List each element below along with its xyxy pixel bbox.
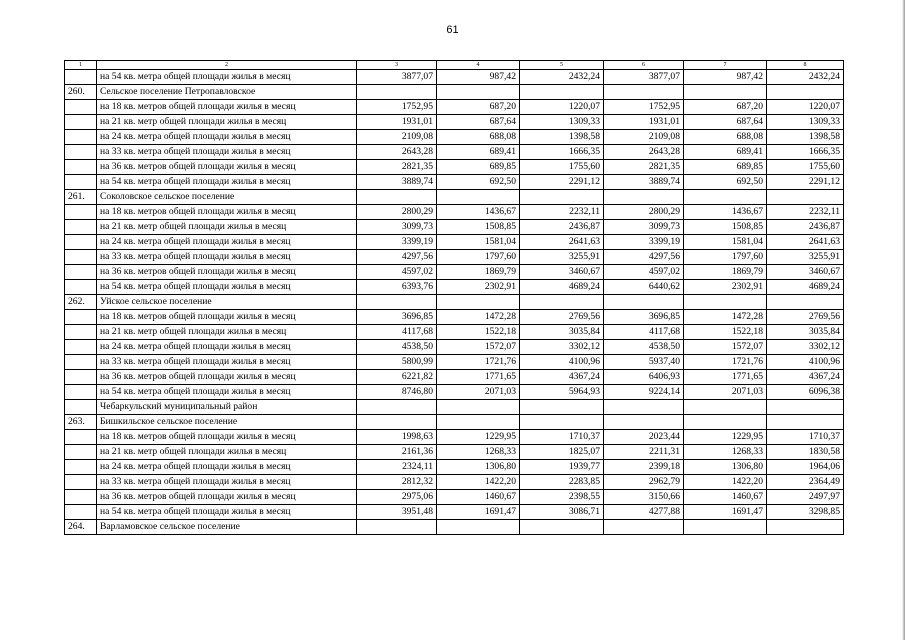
value-col-5: 4367,24 <box>520 370 604 385</box>
value-col-7: 687,64 <box>684 115 767 130</box>
value-col-8: 3255,91 <box>767 250 844 265</box>
value-col-6: 2399,18 <box>604 460 684 475</box>
value-col-8: 2232,11 <box>767 205 844 220</box>
value-col-7: 1268,33 <box>684 445 767 460</box>
value-col-3: 2161,36 <box>357 445 437 460</box>
value-col-4: 1572,07 <box>437 340 520 355</box>
value-col-5 <box>520 415 604 430</box>
table-row <box>65 430 844 445</box>
row-index <box>65 460 97 475</box>
value-col-3: 6393,76 <box>357 280 437 295</box>
row-index <box>65 325 97 340</box>
value-col-5 <box>520 520 604 535</box>
row-index: 262. <box>65 295 97 310</box>
value-col-5: 1398,58 <box>520 130 604 145</box>
row-description: на 36 кв. метров общей площади жилья в месяц <box>97 490 357 505</box>
value-col-6: 4597,02 <box>604 265 684 280</box>
value-col-5: 1755,60 <box>520 160 604 175</box>
value-col-3: 1752,95 <box>357 100 437 115</box>
row-index: 264. <box>65 520 97 535</box>
value-col-7: 692,50 <box>684 175 767 190</box>
value-col-7: 1522,18 <box>684 325 767 340</box>
value-col-4: 1721,76 <box>437 355 520 370</box>
column-number: 1 <box>65 61 97 70</box>
value-col-8: 2769,56 <box>767 310 844 325</box>
value-col-7: 1508,85 <box>684 220 767 235</box>
table-row <box>65 370 844 385</box>
value-col-3: 3877,07 <box>357 70 437 85</box>
table-row <box>65 145 844 160</box>
value-col-8: 3302,12 <box>767 340 844 355</box>
value-col-4: 1797,60 <box>437 250 520 265</box>
row-index <box>65 475 97 490</box>
value-col-4 <box>437 295 520 310</box>
value-col-3: 3889,74 <box>357 175 437 190</box>
row-index <box>65 490 97 505</box>
value-col-8: 2364,49 <box>767 475 844 490</box>
row-description: Варламовское сельское поселение <box>97 520 357 535</box>
row-description: на 24 кв. метра общей площади жилья в месяц <box>97 460 357 475</box>
value-col-5: 4100,96 <box>520 355 604 370</box>
value-col-4 <box>437 85 520 100</box>
table-row <box>65 445 844 460</box>
value-col-3: 2109,08 <box>357 130 437 145</box>
value-col-8 <box>767 295 844 310</box>
value-col-6 <box>604 415 684 430</box>
value-col-5: 2432,24 <box>520 70 604 85</box>
value-col-7: 1460,67 <box>684 490 767 505</box>
value-col-3: 4538,50 <box>357 340 437 355</box>
table-row <box>65 415 844 430</box>
value-col-3: 2821,35 <box>357 160 437 175</box>
value-col-4: 2302,91 <box>437 280 520 295</box>
row-description: на 54 кв. метра общей площади жилья в месяц <box>97 505 357 520</box>
table-row <box>65 520 844 535</box>
value-col-6: 9224,14 <box>604 385 684 400</box>
column-number: 4 <box>437 61 520 70</box>
value-col-6: 4277,88 <box>604 505 684 520</box>
table-row <box>65 100 844 115</box>
value-col-7: 1721,76 <box>684 355 767 370</box>
row-description: на 24 кв. метра общей площади жилья в месяц <box>97 130 357 145</box>
value-col-7: 1797,60 <box>684 250 767 265</box>
row-index <box>65 340 97 355</box>
value-col-6: 2821,35 <box>604 160 684 175</box>
row-index <box>65 370 97 385</box>
value-col-4: 1508,85 <box>437 220 520 235</box>
value-col-6: 2962,79 <box>604 475 684 490</box>
value-col-3: 1998,63 <box>357 430 437 445</box>
value-col-5 <box>520 190 604 205</box>
table-row <box>65 265 844 280</box>
value-col-3: 4597,02 <box>357 265 437 280</box>
value-col-6: 3399,19 <box>604 235 684 250</box>
row-index <box>65 385 97 400</box>
value-col-7: 1472,28 <box>684 310 767 325</box>
value-col-4: 1472,28 <box>437 310 520 325</box>
value-col-6 <box>604 520 684 535</box>
value-col-8 <box>767 415 844 430</box>
row-description: на 33 кв. метра общей площади жилья в месяц <box>97 145 357 160</box>
row-index <box>65 220 97 235</box>
value-col-6 <box>604 85 684 100</box>
table-row <box>65 355 844 370</box>
table-row <box>65 280 844 295</box>
row-description: на 18 кв. метров общей площади жилья в месяц <box>97 430 357 445</box>
value-col-6: 6406,93 <box>604 370 684 385</box>
value-col-3: 2324,11 <box>357 460 437 475</box>
value-col-7 <box>684 415 767 430</box>
column-number-row <box>65 61 844 70</box>
row-index <box>65 265 97 280</box>
value-col-7: 987,42 <box>684 70 767 85</box>
row-index <box>65 205 97 220</box>
table-row <box>65 235 844 250</box>
value-col-4: 1436,67 <box>437 205 520 220</box>
table-row <box>65 385 844 400</box>
value-col-7 <box>684 190 767 205</box>
value-col-6: 2211,31 <box>604 445 684 460</box>
value-col-8: 1220,07 <box>767 100 844 115</box>
value-col-4 <box>437 415 520 430</box>
value-col-8: 1830,58 <box>767 445 844 460</box>
value-col-8: 2436,87 <box>767 220 844 235</box>
value-col-8 <box>767 85 844 100</box>
row-description: на 36 кв. метров общей площади жилья в месяц <box>97 265 357 280</box>
row-index <box>65 130 97 145</box>
row-description: Уйское сельское поселение <box>97 295 357 310</box>
value-col-5: 2398,55 <box>520 490 604 505</box>
row-index <box>65 445 97 460</box>
row-index <box>65 160 97 175</box>
row-description: Сельское поселение Петропавловское <box>97 85 357 100</box>
value-col-7: 687,20 <box>684 100 767 115</box>
row-description: Чебаркульский муниципальный район <box>97 400 357 415</box>
table-row <box>65 85 844 100</box>
value-col-6: 4538,50 <box>604 340 684 355</box>
table-row <box>65 175 844 190</box>
table-row <box>65 205 844 220</box>
value-col-8: 3035,84 <box>767 325 844 340</box>
row-description: на 21 кв. метр общей площади жилья в месяц <box>97 220 357 235</box>
value-col-3 <box>357 85 437 100</box>
value-col-7 <box>684 520 767 535</box>
value-col-3: 4117,68 <box>357 325 437 340</box>
table-row <box>65 115 844 130</box>
value-col-6 <box>604 190 684 205</box>
row-description: Соколовское сельское поселение <box>97 190 357 205</box>
value-col-5 <box>520 85 604 100</box>
table-row <box>65 475 844 490</box>
table-row <box>65 190 844 205</box>
value-col-4: 688,08 <box>437 130 520 145</box>
column-number: 8 <box>767 61 844 70</box>
table-row <box>65 310 844 325</box>
value-col-5: 4689,24 <box>520 280 604 295</box>
value-col-3: 1931,01 <box>357 115 437 130</box>
value-col-8: 1398,58 <box>767 130 844 145</box>
value-col-6: 5937,40 <box>604 355 684 370</box>
row-description: на 21 кв. метр общей площади жилья в месяц <box>97 115 357 130</box>
value-col-8 <box>767 400 844 415</box>
value-col-8: 2641,63 <box>767 235 844 250</box>
value-col-4: 689,85 <box>437 160 520 175</box>
value-col-6: 2800,29 <box>604 205 684 220</box>
value-col-5: 2641,63 <box>520 235 604 250</box>
table-row <box>65 340 844 355</box>
value-col-6: 4297,56 <box>604 250 684 265</box>
value-col-8: 1666,35 <box>767 145 844 160</box>
value-col-4: 692,50 <box>437 175 520 190</box>
row-description: Бишкильское сельское поселение <box>97 415 357 430</box>
row-description: на 54 кв. метра общей площади жилья в месяц <box>97 385 357 400</box>
value-col-4 <box>437 520 520 535</box>
value-col-4: 1306,80 <box>437 460 520 475</box>
value-col-5: 2232,11 <box>520 205 604 220</box>
row-description: на 54 кв. метра общей площади жилья в месяц <box>97 70 357 85</box>
row-index <box>65 115 97 130</box>
value-col-7: 2071,03 <box>684 385 767 400</box>
column-number: 6 <box>604 61 684 70</box>
value-col-5 <box>520 295 604 310</box>
value-col-5 <box>520 400 604 415</box>
value-col-7 <box>684 400 767 415</box>
value-col-7: 1422,20 <box>684 475 767 490</box>
value-col-3: 2812,32 <box>357 475 437 490</box>
row-index <box>65 70 97 85</box>
row-index <box>65 310 97 325</box>
row-description: на 24 кв. метра общей площади жилья в месяц <box>97 340 357 355</box>
value-col-3: 5800,99 <box>357 355 437 370</box>
table-row <box>65 295 844 310</box>
value-col-3: 3399,19 <box>357 235 437 250</box>
value-col-5: 1666,35 <box>520 145 604 160</box>
value-col-7 <box>684 295 767 310</box>
row-description: на 33 кв. метра общей площади жилья в месяц <box>97 475 357 490</box>
row-index <box>65 280 97 295</box>
value-col-3 <box>357 190 437 205</box>
row-index <box>65 355 97 370</box>
value-col-4: 1869,79 <box>437 265 520 280</box>
row-description: на 36 кв. метров общей площади жилья в месяц <box>97 370 357 385</box>
value-col-6: 2643,28 <box>604 145 684 160</box>
value-col-5: 3302,12 <box>520 340 604 355</box>
value-col-3: 3696,85 <box>357 310 437 325</box>
value-col-5: 3255,91 <box>520 250 604 265</box>
value-col-3: 3099,73 <box>357 220 437 235</box>
value-col-8: 2291,12 <box>767 175 844 190</box>
row-index: 263. <box>65 415 97 430</box>
table-row <box>65 130 844 145</box>
row-index <box>65 400 97 415</box>
value-col-3: 2975,06 <box>357 490 437 505</box>
value-col-4: 1460,67 <box>437 490 520 505</box>
value-col-5: 3086,71 <box>520 505 604 520</box>
value-col-4 <box>437 190 520 205</box>
row-description: на 36 кв. метров общей площади жилья в месяц <box>97 160 357 175</box>
value-col-4: 1229,95 <box>437 430 520 445</box>
value-col-6: 1752,95 <box>604 100 684 115</box>
column-number: 3 <box>357 61 437 70</box>
value-col-7: 1691,47 <box>684 505 767 520</box>
value-col-4 <box>437 400 520 415</box>
row-description: на 21 кв. метр общей площади жилья в месяц <box>97 445 357 460</box>
value-col-4: 1581,04 <box>437 235 520 250</box>
value-col-5: 3460,67 <box>520 265 604 280</box>
value-col-4: 987,42 <box>437 70 520 85</box>
value-col-5: 1939,77 <box>520 460 604 475</box>
value-col-3: 4297,56 <box>357 250 437 265</box>
value-col-7: 1771,65 <box>684 370 767 385</box>
value-col-3 <box>357 520 437 535</box>
row-description: на 33 кв. метра общей площади жилья в месяц <box>97 355 357 370</box>
column-number: 5 <box>520 61 604 70</box>
value-col-4: 1268,33 <box>437 445 520 460</box>
value-col-8: 6096,38 <box>767 385 844 400</box>
value-col-7: 689,41 <box>684 145 767 160</box>
value-col-5: 5964,93 <box>520 385 604 400</box>
value-col-3: 3951,48 <box>357 505 437 520</box>
table-row <box>65 220 844 235</box>
value-col-6: 3696,85 <box>604 310 684 325</box>
row-description: на 18 кв. метров общей площади жилья в месяц <box>97 310 357 325</box>
value-col-3: 2800,29 <box>357 205 437 220</box>
row-index <box>65 430 97 445</box>
table-row <box>65 70 844 85</box>
row-description: на 54 кв. метра общей площади жилья в месяц <box>97 175 357 190</box>
value-col-8 <box>767 520 844 535</box>
table-row <box>65 325 844 340</box>
value-col-4: 2071,03 <box>437 385 520 400</box>
value-col-6: 2023,44 <box>604 430 684 445</box>
value-col-8 <box>767 190 844 205</box>
value-col-7: 1229,95 <box>684 430 767 445</box>
column-number: 2 <box>97 61 357 70</box>
value-col-3: 8746,80 <box>357 385 437 400</box>
value-col-6: 6440,62 <box>604 280 684 295</box>
value-col-8: 4100,96 <box>767 355 844 370</box>
value-col-5: 3035,84 <box>520 325 604 340</box>
page-number: 61 <box>446 24 459 36</box>
value-col-5: 2283,85 <box>520 475 604 490</box>
value-col-5: 2291,12 <box>520 175 604 190</box>
value-col-4: 689,41 <box>437 145 520 160</box>
value-col-7: 688,08 <box>684 130 767 145</box>
row-index <box>65 235 97 250</box>
value-col-8: 1710,37 <box>767 430 844 445</box>
value-col-6: 3150,66 <box>604 490 684 505</box>
value-col-4: 1422,20 <box>437 475 520 490</box>
value-col-5: 1309,33 <box>520 115 604 130</box>
row-index: 260. <box>65 85 97 100</box>
value-col-6: 2109,08 <box>604 130 684 145</box>
value-col-5: 1825,07 <box>520 445 604 460</box>
value-col-4: 1771,65 <box>437 370 520 385</box>
table-row <box>65 250 844 265</box>
value-col-6 <box>604 400 684 415</box>
value-col-8: 1309,33 <box>767 115 844 130</box>
value-col-4: 687,20 <box>437 100 520 115</box>
value-col-8: 1755,60 <box>767 160 844 175</box>
table-row <box>65 460 844 475</box>
row-index <box>65 505 97 520</box>
row-index <box>65 145 97 160</box>
row-description: на 33 кв. метра общей площади жилья в месяц <box>97 250 357 265</box>
value-col-4: 1522,18 <box>437 325 520 340</box>
row-index <box>65 175 97 190</box>
row-description: на 54 кв. метра общей площади жилья в месяц <box>97 280 357 295</box>
row-description: на 18 кв. метров общей площади жилья в месяц <box>97 100 357 115</box>
value-col-7: 1581,04 <box>684 235 767 250</box>
value-col-8: 4689,24 <box>767 280 844 295</box>
value-col-3: 2643,28 <box>357 145 437 160</box>
value-col-8: 3460,67 <box>767 265 844 280</box>
value-col-7: 1436,67 <box>684 205 767 220</box>
row-index: 261. <box>65 190 97 205</box>
value-col-3: 6221,82 <box>357 370 437 385</box>
value-col-6: 1931,01 <box>604 115 684 130</box>
table-row <box>65 490 844 505</box>
row-description: на 21 кв. метр общей площади жилья в месяц <box>97 325 357 340</box>
value-col-7: 1572,07 <box>684 340 767 355</box>
row-description: на 24 кв. метра общей площади жилья в месяц <box>97 235 357 250</box>
value-col-8: 2497,97 <box>767 490 844 505</box>
value-col-8: 3298,85 <box>767 505 844 520</box>
row-description: на 18 кв. метров общей площади жилья в месяц <box>97 205 357 220</box>
value-col-5: 1710,37 <box>520 430 604 445</box>
value-col-5: 1220,07 <box>520 100 604 115</box>
value-col-6: 3099,73 <box>604 220 684 235</box>
value-col-4: 1691,47 <box>437 505 520 520</box>
value-col-5: 2769,56 <box>520 310 604 325</box>
value-col-7: 1869,79 <box>684 265 767 280</box>
value-col-3 <box>357 295 437 310</box>
value-col-7: 1306,80 <box>684 460 767 475</box>
table-row <box>65 160 844 175</box>
value-col-4: 687,64 <box>437 115 520 130</box>
value-col-5: 2436,87 <box>520 220 604 235</box>
value-col-8: 1964,06 <box>767 460 844 475</box>
row-index <box>65 100 97 115</box>
column-number: 7 <box>684 61 767 70</box>
value-col-7: 689,85 <box>684 160 767 175</box>
value-col-6 <box>604 295 684 310</box>
row-index <box>65 250 97 265</box>
value-col-7 <box>684 85 767 100</box>
value-col-8: 2432,24 <box>767 70 844 85</box>
value-col-7: 2302,91 <box>684 280 767 295</box>
value-col-3 <box>357 400 437 415</box>
value-col-6: 3877,07 <box>604 70 684 85</box>
value-col-6: 3889,74 <box>604 175 684 190</box>
value-col-3 <box>357 415 437 430</box>
tariff-table <box>64 60 844 535</box>
table-row <box>65 400 844 415</box>
value-col-8: 4367,24 <box>767 370 844 385</box>
table-row <box>65 505 844 520</box>
value-col-6: 4117,68 <box>604 325 684 340</box>
